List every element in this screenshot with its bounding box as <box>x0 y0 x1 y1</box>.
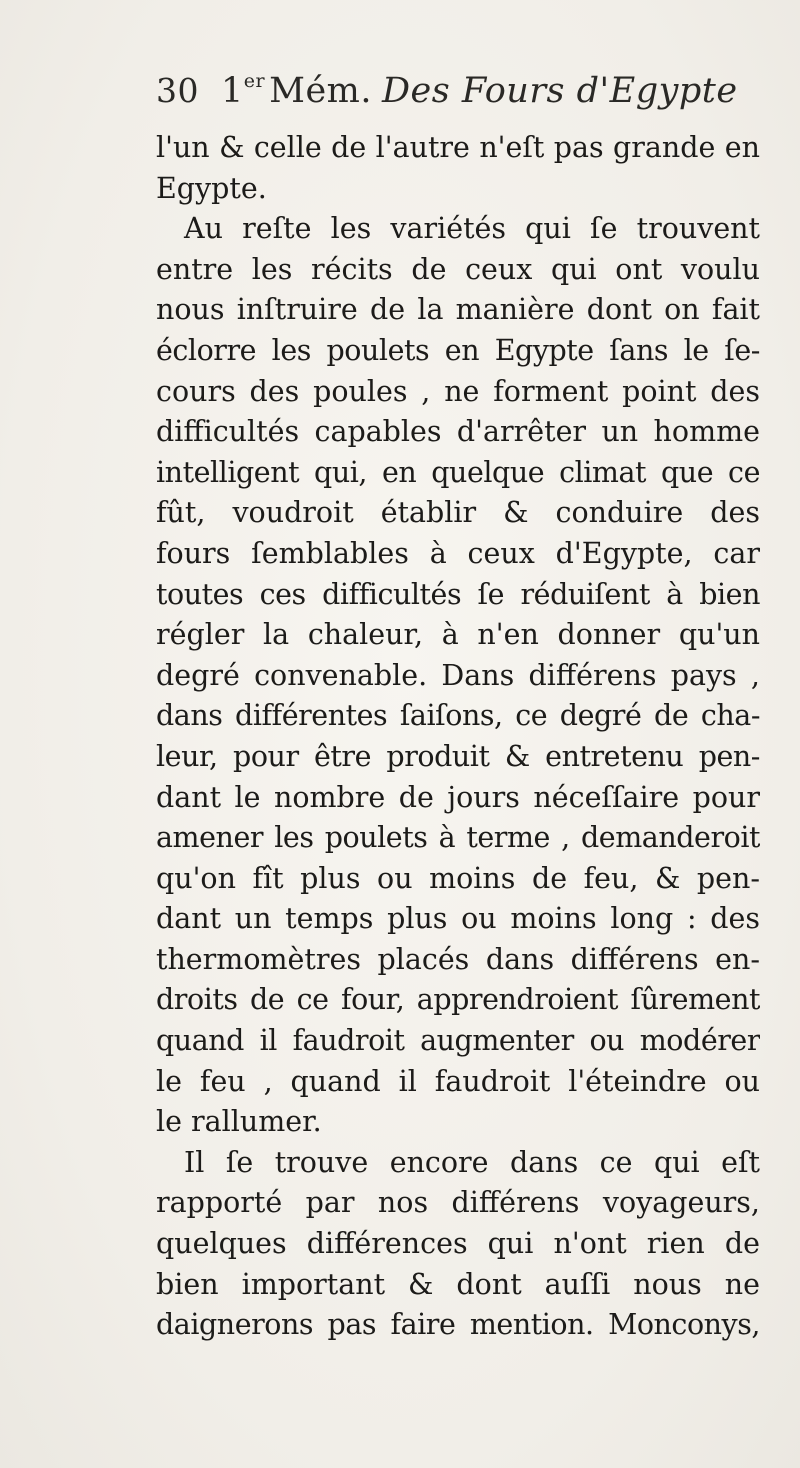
text-line: amener les poulets à terme , demanderoit <box>156 821 760 855</box>
paragraph-last-line: le rallumer. <box>156 1105 322 1139</box>
text-line: Egypte. <box>156 171 267 205</box>
text-line: fût, voudroit établir & conduire des <box>156 496 760 530</box>
text-line: l'un & celle de l'autre n'eſt pas grande en <box>156 131 760 164</box>
memoir-ordinal: 1er <box>221 70 266 111</box>
text-line: nous inſtruire de la manière dont on fait <box>156 293 760 327</box>
running-title: Des Fours d'Egypte <box>381 71 738 111</box>
text-line: quand il faudroit augmenter ou modérer <box>156 1024 760 1058</box>
text-line: fours ſemblables à ceux d'Egypte, car <box>156 536 760 570</box>
text-line: dant un temps plus ou moins long : des <box>156 902 760 936</box>
page-number: 30 <box>156 71 199 110</box>
text-line: qu'on fît plus ou moins de feu, & pen- <box>156 861 760 895</box>
paragraph-first-line: Il ſe trouve encore dans ce qui eſt <box>184 1145 760 1179</box>
text-line: toutes ces difficultés ſe réduiſent à bien <box>156 577 760 611</box>
text-line: quelques différences qui n'ont rien de <box>156 1227 760 1261</box>
running-head <box>156 70 760 126</box>
text-line: daignerons pas faire mention. Monconys, <box>156 1308 760 1342</box>
text-line: entre les récits de ceux qui ont voulu <box>156 252 760 286</box>
body-text <box>156 128 760 1346</box>
text-line: rapporté par nos différens voyageurs, <box>156 1186 760 1220</box>
text-line: difficultés capables d'arrêter un homme <box>156 415 760 449</box>
text-line: éclorre les poulets en Egypte ſans le ſe- <box>156 333 760 367</box>
text-line: bien important & dont auſſi nous ne <box>156 1267 760 1301</box>
text-line: cours des poules , ne forment point des <box>156 374 760 408</box>
text-line: thermomètres placés dans différens en- <box>156 942 760 976</box>
text-line: le feu , quand il faudroit l'éteindre ou <box>156 1064 760 1098</box>
text-line: dant le nombre de jours néceſſaire pour <box>156 780 760 814</box>
text-line: dans différentes ſaiſons, ce degré de cha- <box>156 699 760 733</box>
text-line: degré convenable. Dans différens pays , <box>156 658 760 692</box>
text-line: régler la chaleur, à n'en donner qu'un <box>156 618 760 652</box>
text-line: intelligent qui, en quelque climat que ce <box>156 455 760 489</box>
paragraph-first-line: Au reſte les variétés qui ſe trouvent <box>184 212 760 246</box>
memoir-label: Mém. <box>269 71 372 111</box>
text-line: droits de ce four, apprendroient ſûrement <box>156 983 760 1017</box>
text-line: leur, pour être produit & entretenu pen- <box>156 739 760 773</box>
memoir-ordinal-suffix: er <box>243 70 266 92</box>
